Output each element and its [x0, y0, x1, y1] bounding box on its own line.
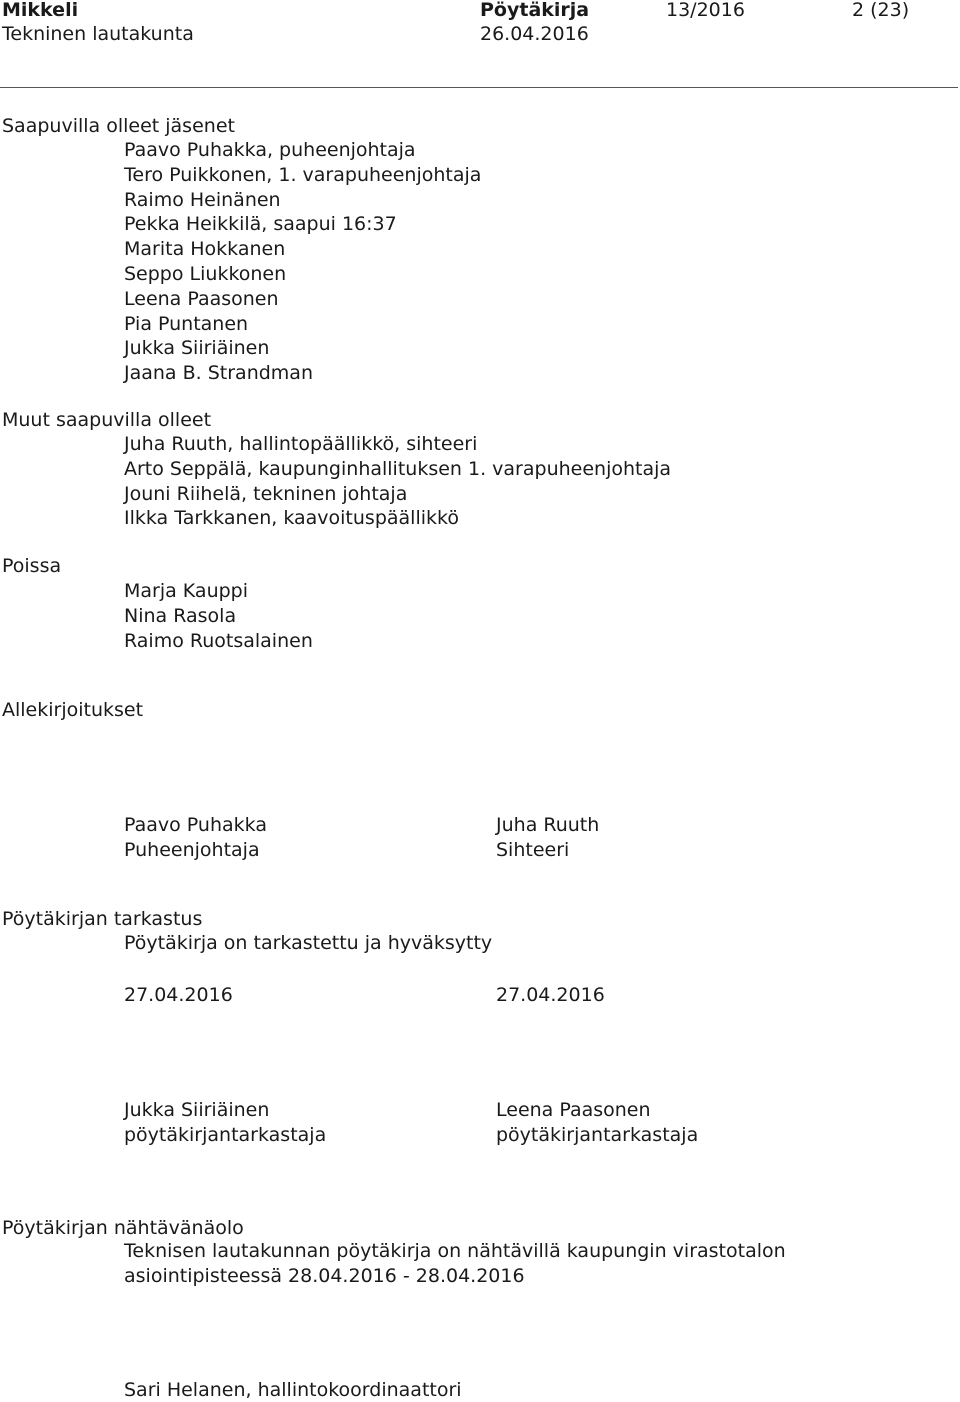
committee-name: Tekninen lautakunta: [2, 23, 194, 45]
reviewer-left-name: Jukka Siiriäinen: [124, 1099, 270, 1121]
review-date-left: 27.04.2016: [124, 984, 233, 1006]
reviewer-right-name: Leena Paasonen: [496, 1099, 651, 1121]
list-item: Jaana B. Strandman: [124, 362, 313, 385]
header-divider: [0, 87, 958, 88]
secretary-role: Sihteeri: [496, 839, 570, 861]
municipality-name: Mikkeli: [2, 0, 79, 21]
reviewer-left-role: pöytäkirjantarkastaja: [124, 1124, 327, 1146]
review-statement: Pöytäkirja on tarkastettu ja hyväksytty: [124, 932, 493, 954]
reviewer-right-role: pöytäkirjantarkastaja: [496, 1124, 699, 1146]
document-type: Pöytäkirja: [480, 0, 590, 21]
list-item: Jouni Riihelä, tekninen johtaja: [124, 482, 408, 505]
review-heading: Pöytäkirjan tarkastus: [2, 908, 203, 930]
list-item: Paavo Puhakka, puheenjohtaja: [124, 139, 416, 161]
document-number: 13/2016: [666, 0, 745, 21]
list-item: Seppo Liukkonen: [124, 262, 287, 285]
list-item: Nina Rasola: [124, 604, 237, 627]
list-item: Marja Kauppi: [124, 580, 249, 602]
list-item: Pia Puntanen: [124, 312, 249, 335]
meeting-date: 26.04.2016: [480, 23, 589, 45]
publication-heading: Pöytäkirjan nähtävänäolo: [2, 1217, 244, 1239]
others-members-list: [124, 432, 671, 531]
absent-members-list: [124, 579, 313, 653]
list-item: Marita Hokkanen: [124, 238, 286, 261]
page-number: 2 (23): [852, 0, 910, 21]
present-heading: Saapuvilla olleet jäsenet: [2, 115, 235, 137]
chair-role: Puheenjohtaja: [124, 839, 260, 861]
secretary-name: Juha Ruuth: [496, 814, 600, 836]
list-item: Pekka Heikkilä, saapui 16:37: [124, 213, 397, 236]
list-item: Raimo Heinänen: [124, 188, 281, 211]
signatures-heading: Allekirjoitukset: [2, 699, 144, 721]
list-item: Raimo Ruotsalainen: [124, 629, 313, 652]
review-date-right: 27.04.2016: [496, 984, 605, 1006]
chair-name: Paavo Puhakka: [124, 814, 267, 836]
list-item: Arto Seppälä, kaupunginhallituksen 1. varapuheenjohtaja: [124, 457, 672, 480]
publication-signer: Sari Helanen, hallintokoordinaattori: [124, 1379, 462, 1401]
publication-line-1: Teknisen lautakunnan pöytäkirja on nähtävillä kaupungin virastotalon: [124, 1240, 786, 1262]
list-item: Jukka Siiriäinen: [124, 337, 270, 360]
present-members-list: [124, 138, 481, 386]
list-item: Tero Puikkonen, 1. varapuheenjohtaja: [124, 163, 482, 186]
absent-heading: Poissa: [2, 555, 62, 577]
others-heading: Muut saapuvilla olleet: [2, 409, 212, 431]
list-item: Leena Paasonen: [124, 287, 279, 310]
list-item: Ilkka Tarkkanen, kaavoituspäällikkö: [124, 507, 459, 530]
list-item: Juha Ruuth, hallintopäällikkö, sihteeri: [124, 433, 478, 455]
publication-line-2: asiointipisteessä 28.04.2016 - 28.04.2016: [124, 1265, 525, 1287]
